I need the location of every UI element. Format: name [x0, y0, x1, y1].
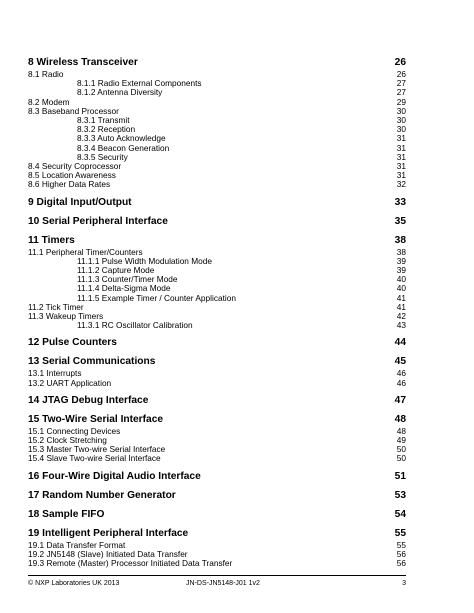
toc-entry-page-number: 29 — [396, 96, 406, 107]
toc-entry-title: 19.2 JN5148 (Slave) Initiated Data Transfer — [28, 548, 188, 559]
toc-subsection-entry[interactable] — [28, 294, 406, 303]
toc-entry-title: 11.3.1 RC Oscillator Calibration — [77, 320, 193, 331]
toc-entry-title: 8.3.1 Transmit — [77, 115, 130, 126]
toc-section-entry[interactable] — [28, 454, 406, 463]
toc-entry-title: 17 Random Number Generator — [28, 489, 176, 501]
toc-entry-title: 11.3 Wakeup Timers — [28, 311, 104, 322]
toc-entry-page-number: 55 — [396, 539, 406, 550]
toc-chapter-entry[interactable] — [28, 471, 406, 483]
toc-entry-page-number: 50 — [396, 444, 406, 455]
toc-entry-title: 15.1 Connecting Devices — [28, 425, 121, 436]
toc-entry-page-number: 56 — [396, 558, 406, 569]
toc-entry-title: 8.1 Radio — [28, 69, 64, 79]
toc-entry-page-number: 53 — [394, 489, 406, 501]
footer-page-number: 3 — [402, 580, 406, 587]
toc-entry-title: 8 Wireless Transceiver — [28, 57, 138, 68]
toc-entry-title: 14 JTAG Debug Interface — [28, 394, 149, 406]
toc-entry-page-number: 40 — [396, 283, 406, 294]
toc-chapter-entry[interactable] — [28, 490, 406, 502]
toc-chapter-entry[interactable] — [28, 216, 406, 228]
toc-chapter-entry[interactable] — [28, 337, 406, 349]
toc-entry-title: 13.1 Interrupts — [28, 368, 82, 379]
toc-chapter-entry[interactable] — [28, 356, 406, 368]
toc-entry-page-number: 48 — [396, 425, 406, 436]
toc-chapter-entry[interactable] — [28, 57, 406, 69]
toc-entry-page-number: 31 — [396, 142, 406, 153]
toc-entry-title: 8.4 Security Coprocessor — [28, 161, 122, 172]
footer-doc-id: JN-DS-JN5148-J01 1v2 — [186, 580, 260, 587]
toc-entry-page-number: 45 — [394, 356, 406, 368]
toc-entry-page-number: 31 — [396, 170, 406, 181]
toc-entry-page-number: 30 — [396, 124, 406, 135]
toc-entry-page-number: 31 — [396, 161, 406, 172]
toc-entry-title: 8.5 Location Awareness — [28, 170, 116, 181]
toc-entry-page-number: 26 — [394, 57, 406, 68]
toc-entry-page-number: 41 — [396, 301, 406, 312]
toc-entry-page-number: 56 — [396, 548, 406, 559]
toc-entry-title: 9 Digital Input/Output — [28, 196, 132, 208]
toc-entry-title: 15.3 Master Two-wire Serial Interface — [28, 444, 166, 455]
toc-entry-page-number: 43 — [396, 320, 406, 331]
toc-entry-page-number: 27 — [396, 87, 406, 98]
toc-entry-page-number: 30 — [396, 115, 406, 126]
toc-entry-page-number: 49 — [396, 435, 406, 446]
toc-entry-title: 8.1.1 Radio External Components — [77, 78, 202, 89]
toc-chapter-entry[interactable] — [28, 414, 406, 426]
toc-entry-title: 15.2 Clock Stretching — [28, 435, 107, 446]
toc-entry-title: 11.1.4 Delta-Sigma Mode — [77, 283, 171, 294]
toc-entry-title: 8.3 Baseband Processor — [28, 105, 119, 116]
toc-entry-page-number: 39 — [396, 265, 406, 276]
toc-entry-page-number: 55 — [394, 527, 406, 539]
toc-entry-title: 11.1.3 Counter/Timer Mode — [77, 274, 178, 285]
toc-entry-page-number: 31 — [396, 133, 406, 144]
toc-entry-title: 11.1 Peripheral Timer/Counters — [28, 246, 143, 257]
toc-entry-page-number: 44 — [394, 337, 406, 349]
toc-entry-page-number: 50 — [396, 453, 406, 464]
toc-entry-title: 8.6 Higher Data Rates — [28, 179, 111, 190]
footer-copyright: © NXP Laboratories UK 2013 — [28, 580, 120, 587]
toc-chapter-entry[interactable] — [28, 235, 406, 247]
toc-subsection-entry[interactable] — [28, 88, 406, 97]
toc-entry-title: 11.1.2 Capture Mode — [77, 265, 155, 276]
toc-entry-page-number: 42 — [396, 311, 406, 322]
toc-entry-title: 13 Serial Communications — [28, 356, 156, 368]
toc-entry-page-number: 48 — [394, 413, 406, 425]
toc-chapter-entry[interactable] — [28, 197, 406, 209]
toc-entry-page-number: 30 — [396, 105, 406, 116]
toc-entry-title: 11.1.1 Pulse Width Modulation Mode — [77, 255, 212, 266]
toc-entry-title: 18 Sample FIFO — [28, 508, 105, 520]
toc-entry-title: 8.3.3 Auto Acknowledge — [77, 133, 166, 144]
toc-entry-title: 12 Pulse Counters — [28, 337, 117, 349]
toc-entry-page-number: 46 — [396, 368, 406, 379]
toc-chapter-entry[interactable] — [28, 528, 406, 540]
toc-entry-page-number: 27 — [396, 78, 406, 89]
toc-entry-page-number: 40 — [396, 274, 406, 285]
toc-entry-page-number: 46 — [396, 377, 406, 388]
toc-entry-page-number: 35 — [394, 215, 406, 227]
toc-entry-title: 11 Timers — [28, 234, 75, 246]
toc-chapter-entry[interactable] — [28, 395, 406, 407]
toc-entry-title: 10 Serial Peripheral Interface — [28, 215, 168, 227]
toc-entry-title: 8.3.4 Beacon Generation — [77, 142, 170, 153]
toc-entry-title: 15.4 Slave Two-wire Serial Interface — [28, 453, 161, 464]
toc-entry-page-number: 32 — [396, 179, 406, 190]
toc-entry-page-number: 31 — [396, 151, 406, 162]
toc-entry-page-number: 38 — [394, 234, 406, 246]
footer-rule — [28, 575, 406, 576]
toc-entry-page-number: 41 — [396, 292, 406, 303]
toc-section-entry[interactable] — [28, 379, 406, 388]
toc-entry-title: 11.1.5 Example Timer / Counter Application — [77, 292, 236, 303]
toc-entry-title: 8.2 Modem — [28, 96, 70, 107]
toc-entry-page-number: 33 — [394, 196, 406, 208]
toc-chapter-entry[interactable] — [28, 509, 406, 521]
toc-subsection-entry[interactable] — [28, 321, 406, 330]
toc-section-entry[interactable] — [28, 180, 406, 189]
toc-entry-page-number: 47 — [394, 394, 406, 406]
toc-entry-page-number: 38 — [396, 246, 406, 257]
toc-entry-title: 16 Four-Wire Digital Audio Interface — [28, 470, 201, 482]
toc-entry-title: 19.3 Remote (Master) Processor Initiated Data Transfer — [28, 558, 233, 569]
toc-entry-title: 13.2 UART Application — [28, 377, 112, 388]
toc-entry-title: 8.1.2 Antenna Diversity — [77, 87, 163, 98]
toc-entry-title: 19 Intelligent Peripheral Interface — [28, 527, 189, 539]
toc-section-entry[interactable] — [28, 559, 406, 568]
toc-entry-page-number: 26 — [396, 69, 406, 79]
toc-entry-page-number: 51 — [394, 470, 406, 482]
toc-entry-page-number: 54 — [394, 508, 406, 520]
toc-entry-title: 19.1 Data Transfer Format — [28, 539, 126, 550]
toc-entry-title: 8.3.5 Security — [77, 151, 128, 162]
toc-entry-title: 8.3.2 Reception — [77, 124, 136, 135]
toc-entry-title: 15 Two-Wire Serial Interface — [28, 413, 164, 425]
toc-entry-title: 11.2 Tick Timer — [28, 301, 84, 312]
toc-entry-page-number: 39 — [396, 255, 406, 266]
table-of-contents — [28, 57, 406, 568]
